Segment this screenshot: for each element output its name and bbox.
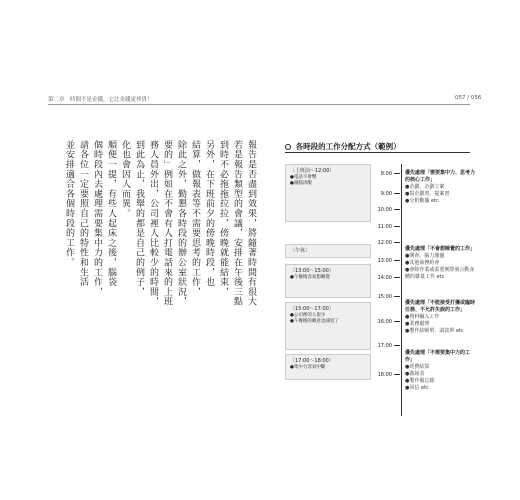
schedule-title [285, 141, 401, 152]
time-tick [372, 258, 400, 264]
time-label: 14:00 [377, 275, 392, 281]
time-block-head: 〔17:00～18:00〕 [290, 358, 334, 364]
time-block [285, 244, 371, 258]
header-rule [48, 104, 470, 105]
time-block [285, 164, 371, 222]
body-column: 並安排適合各個時段的工作。 [64, 140, 74, 268]
body-column: 另外，在下班前夕的傍晚時段，也 [204, 140, 214, 287]
time-label: 12:00 [377, 240, 392, 246]
task-hint-point: 優先處理「不需要集中力的工作」 [405, 350, 471, 363]
timeline-axis [401, 164, 402, 416]
task-hint-item: ●製作備忘錄 [405, 378, 435, 384]
time-block-head: 〔13:00～15:00〕 [290, 268, 334, 274]
time-label: 11:00 [377, 224, 392, 230]
body-column: 報告是否盡到效果，將隨著時間有很大 [246, 140, 256, 307]
time-label: 17:00 [377, 343, 392, 349]
time-tick [372, 171, 400, 177]
time-label: 10:00 [377, 207, 392, 213]
time-tick [372, 240, 400, 246]
circle-bullet-icon [285, 144, 291, 150]
body-column: 順便一提，有些人起床之後，腦袋 [106, 140, 116, 287]
time-block-head: 〔15:00～17:00〕 [290, 306, 334, 312]
body-column: 到此為止，我舉的都是自己的例子， [134, 140, 144, 297]
task-hint [405, 170, 477, 205]
time-block-item: ●頭腦清醒 [290, 181, 312, 186]
body-column: 若是報告類型的會議，安排在午後三點 [232, 140, 242, 307]
time-block-item: ●集中力容易中斷 [290, 365, 326, 370]
task-hint-item: ●寫企劃書、提案書 [405, 191, 450, 197]
time-tick [372, 224, 400, 230]
body-column: 務人員外出，公司裡人比較少的時間， [148, 140, 158, 307]
time-label: 18:00 [377, 372, 392, 378]
task-hint-item: ●製作結帳單、請款單 etc [405, 328, 464, 334]
task-hint-item: ●企劃、企劃立案 [405, 184, 445, 190]
time-label: 8:00 [380, 171, 392, 177]
time-block-head: 〔上班前～12:00〕 [290, 168, 335, 174]
time-block [285, 302, 371, 350]
task-hint-item: ●回信 etc [405, 385, 429, 391]
time-block-item: ●電話不會響 [290, 175, 317, 180]
time-tick [372, 275, 400, 281]
time-block-item: ●午餐後容易想睡覺 [290, 275, 330, 280]
chapter-header: 第二章 時間不是金錢，它比金錢更珍貴！ [48, 97, 153, 103]
time-block [285, 354, 371, 380]
title-rule [285, 152, 470, 153]
time-block [285, 264, 371, 298]
time-block-item: ●公司裡的人很少 [290, 313, 326, 318]
time-label: 13:00 [377, 258, 392, 264]
task-hint-point: 優先處理「不會想睡覺的工作」 [405, 246, 476, 252]
task-hint-item: ●其他商務約會 [405, 260, 440, 266]
task-hint [405, 246, 477, 281]
time-tick [372, 207, 400, 213]
task-hint-item: ●開會、腦力激盪 [405, 253, 445, 259]
time-tick [372, 319, 400, 325]
task-hint-item: ●做報表 [405, 371, 425, 377]
body-column: 除此之外，勤懇各時段的辦公室狀況， [176, 140, 186, 307]
body-column: 要的」例如在不會有人打電話來的上班 [162, 140, 172, 307]
schedule-title-text: 各時段的工作分配方式（範例） [295, 142, 401, 151]
time-label: 9:00 [380, 191, 392, 197]
task-hint-item: ●經費結算 [405, 364, 430, 370]
time-tick [372, 372, 400, 378]
task-hint [405, 350, 477, 392]
body-column: 化也會因人而異。 [120, 140, 130, 219]
task-hint-item: ●會除作業或需要實際發言動身體的雜量工作 etc [405, 267, 475, 280]
time-block-item: ●午餐後的睡意也減退了 [290, 319, 339, 324]
task-hint-item: ●分析數據 etc [405, 198, 439, 204]
task-hint-item: ●業務處理 [405, 321, 430, 327]
task-hint-point: 優先處理「不能接受打擾或臨時任務、不允許失誤的工作」 [405, 300, 476, 313]
time-label: 16:00 [377, 319, 392, 325]
body-column: 結算，做報表等不需要思考的工作， [190, 140, 200, 297]
time-label: 15:00 [377, 294, 392, 300]
task-hint-point: 優先處理「需要集中力、思考力的核心工作」 [405, 170, 476, 183]
task-hint [405, 300, 477, 335]
body-column: 請各位一定要照自己的特性和生活 [78, 140, 88, 287]
time-tick [372, 294, 400, 300]
time-tick [372, 191, 400, 197]
task-hint-item: ●資料輸入工作 [405, 314, 440, 320]
body-column: 個時段內去處理需要集中力的工作， [92, 140, 102, 297]
time-block-head: 〔午休〕 [290, 248, 311, 254]
time-tick [372, 343, 400, 349]
body-column: 到時不必拖拖拉拉，傍晚就能結束， [218, 140, 228, 297]
page-number: 057 / 056 [455, 95, 482, 101]
